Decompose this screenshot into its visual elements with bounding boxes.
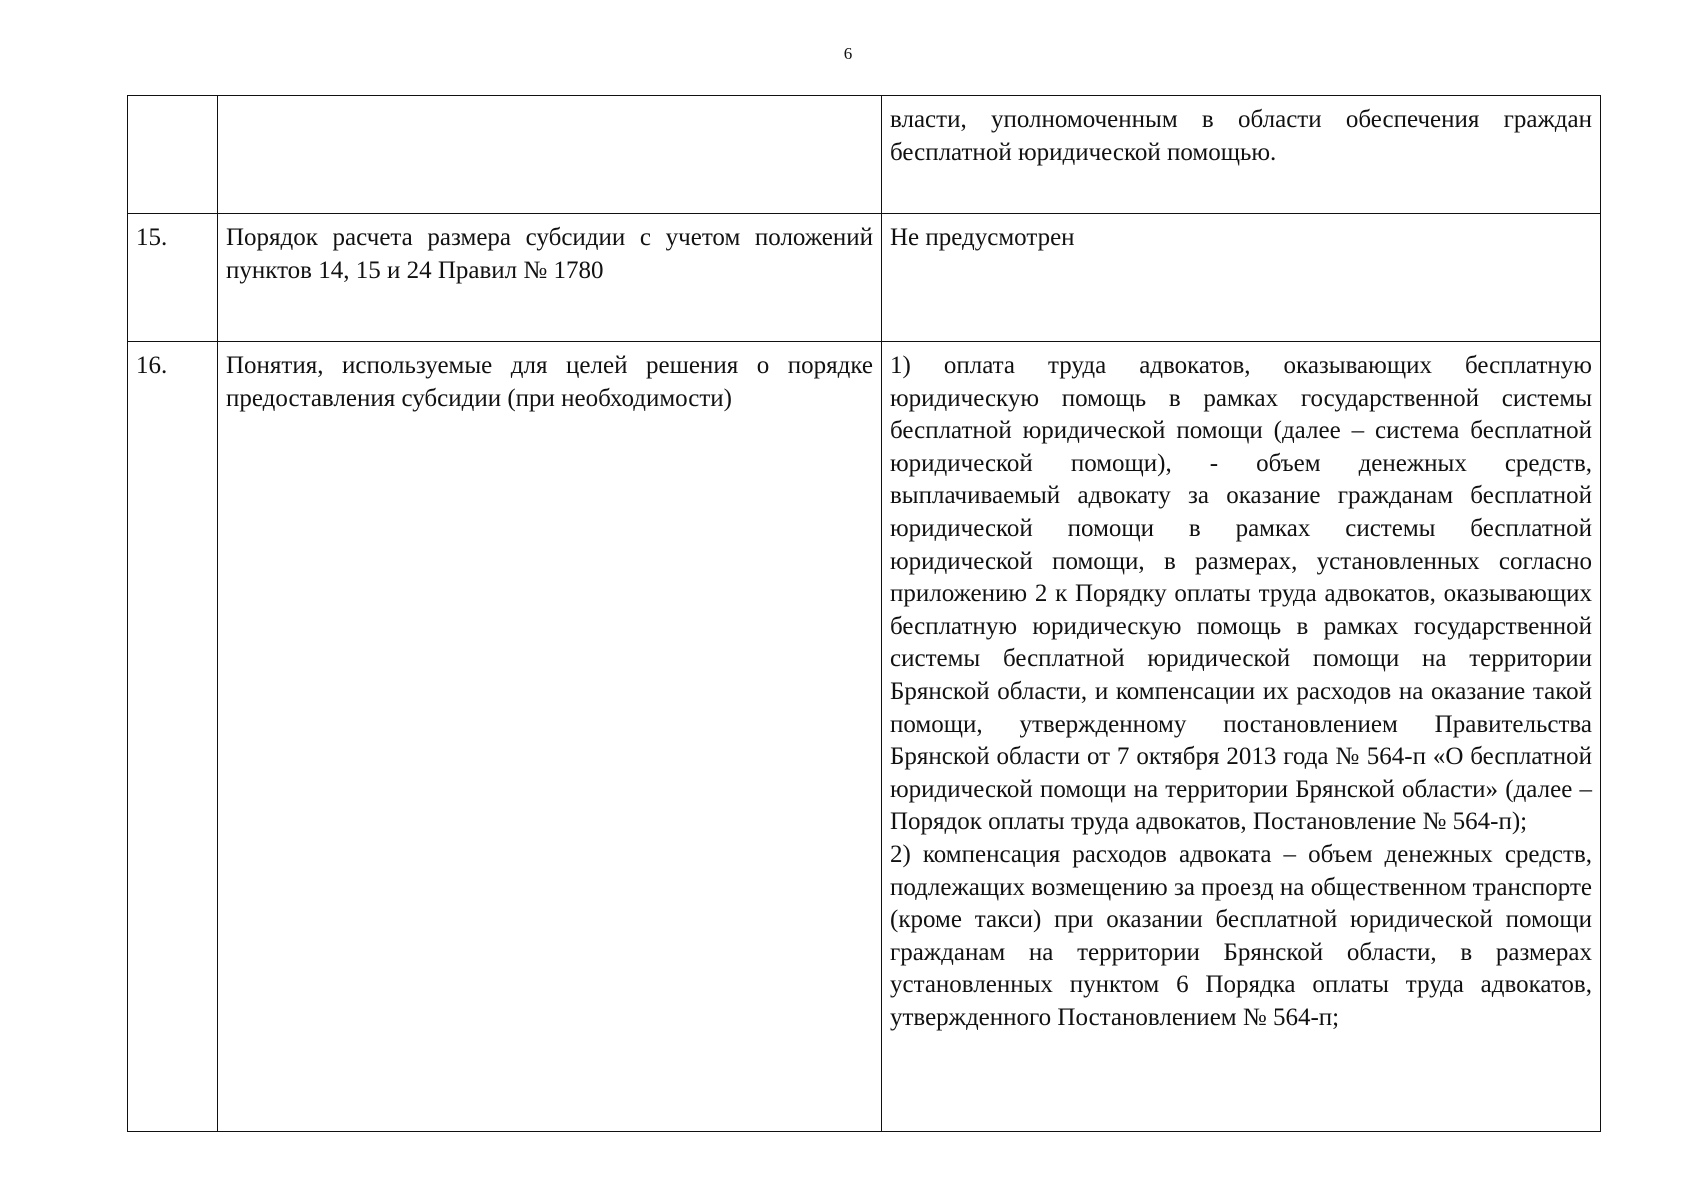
row-number-cell bbox=[128, 96, 218, 214]
row-name-cell: Порядок расчета размера субсидии с учетом положений пунктов 14, 15 и 24 Правил № 1780 bbox=[218, 214, 882, 342]
row-value-cell: Не предусмотрен bbox=[882, 214, 1601, 342]
table-row bbox=[128, 214, 1601, 342]
page-number: 6 bbox=[843, 44, 853, 63]
row-value-cell bbox=[882, 342, 1601, 1132]
definition-paragraph-2: 2) компенсация расходов адвоката – объем денежных средств, подлежащих возмещению за проезд на общественном транспорте (кроме такси) при оказании бесплатной юридической помощи гражданам на территории Брянской области, в размерах установленных пунктом 6 Порядка оплаты труда адвокатов, утвержденного Постановлением № 564-п; bbox=[890, 840, 1592, 1031]
row-name-cell: Понятия, используемые для целей решения о порядке предоставления субсидии (при необходимости) bbox=[218, 342, 882, 1132]
definition-paragraph-1: 1) оплата труда адвокатов, оказывающих бесплатную юридическую помощь в рамках государственной системы бесплатной юридической помощи (далее – система бесплатной юридической помощи), - объем денежных средств, выплачиваемый адвокату за оказание гражданам бесплатной юридической помощи в рамках системы бесплатной юридической помощи, в размерах, установленных согласно приложению 2 к Порядку оплаты труда адвокатов, оказывающих бесплатную юридическую помощь в рамках государственной системы бесплатной юридической помощи на территории Брянской области, и компенсации их расходов на оказание такой помощи, утвержденному постановлением Правительства Брянской области от 7 октября 2013 года № 564-п «О бесплатной юридической помощи на территории Брянской области» (далее – Порядок оплаты труда адвокатов, Постановление № 564-п); bbox=[890, 352, 1592, 836]
row-number-cell: 16. bbox=[128, 342, 218, 1132]
row-name-cell bbox=[218, 96, 882, 214]
table-row bbox=[128, 342, 1601, 1132]
table-row bbox=[128, 96, 1601, 214]
row-value-cell: власти, уполномоченным в области обеспечения граждан бесплатной юридической помощью. bbox=[882, 96, 1601, 214]
row-number-cell: 15. bbox=[128, 214, 218, 342]
subsidy-terms-table bbox=[127, 95, 1601, 1132]
